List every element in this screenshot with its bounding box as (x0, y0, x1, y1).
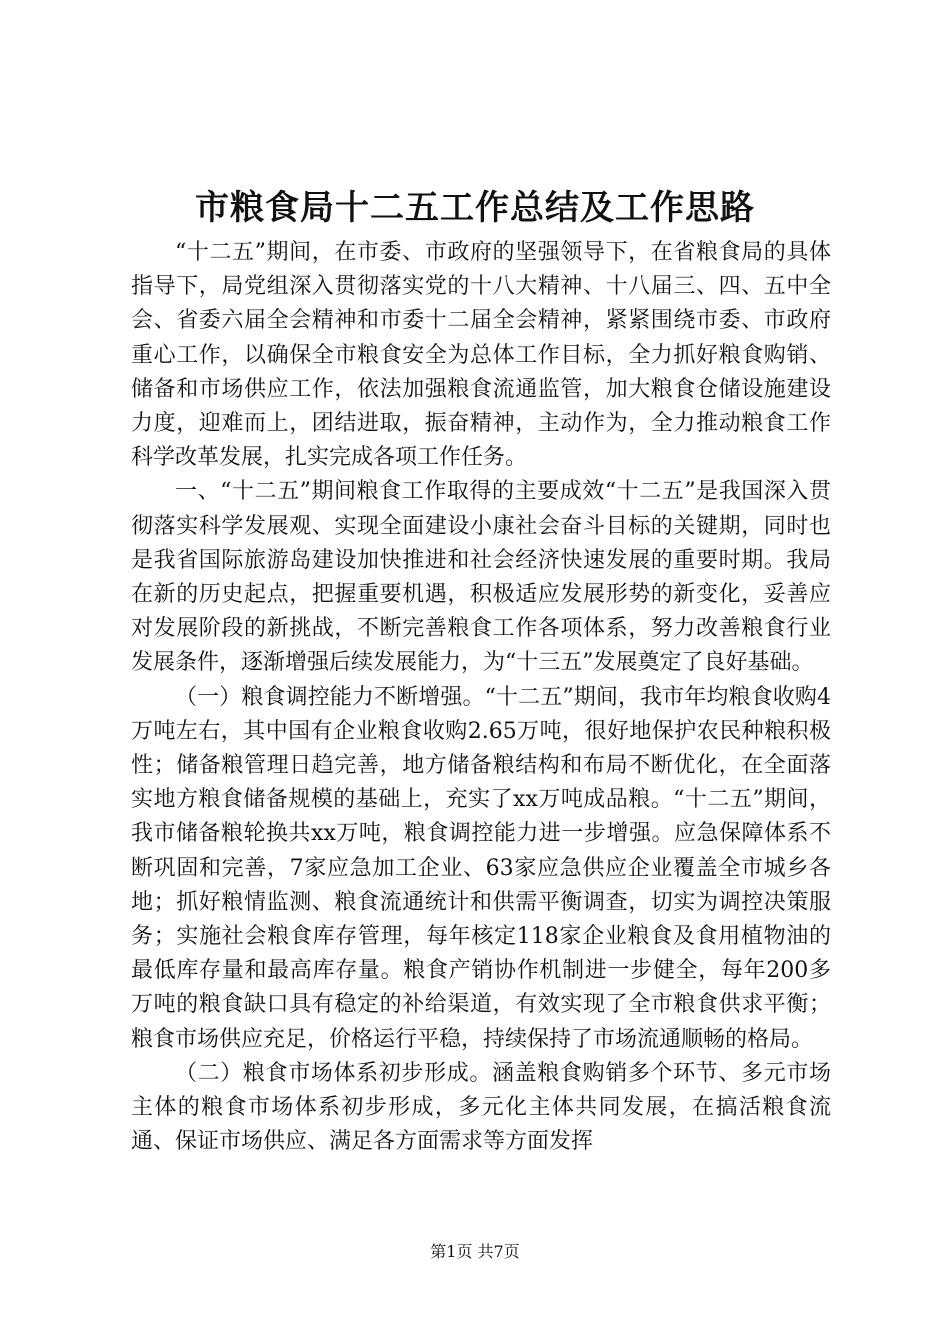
document-title: 市粮食局十二五工作总结及工作思路 (195, 188, 755, 228)
paragraph-intro: “十二五”期间，在市委、市政府的坚强领导下，在省粮食局的具体指导下，局党组深入贯彻落实党的十八大精神、十八届三、四、五中全会、省委六届全会精神和市委十二届全会精神，紧紧围绕市委、市政府重心工作，以确保全市粮食安全为总体工作目标，全力抓好粮食购销、储备和市场供应工作，依法加强粮食流通监管，加大粮食仓储设施建设力度，迎难而上，团结进取，振奋精神，主动作为，全力推动粮食工作科学改革发展，扎实完成各项工作任务。 (131, 240, 831, 471)
paragraph-grain-regulation: （一）粮食调控能力不断增强。“十二五”期间，我市年均粮食收购4万吨左右，其中国有企业粮食收购2.65万吨，很好地保护农民种粮积极性；储备粮管理日趋完善，地方储备粮结构和布局不断优化，在全面落实地方粮食储备规模的基础上，充实了xx万吨成品粮。“十二五”期间，我市储备粮轮换共xx万吨，粮食调控能力进一步增强。应急保障体系不断巩固和完善，7家应急加工企业、63家应急供应企业覆盖全市城乡各地；抓好粮情监测、粮食流通统计和供需平衡调查，切实为调控决策服务；实施社会粮食库存管理，每年核定118家企业粮食及食用植物油的最低库存量和最高库存量。粮食产销协作机制进一步健全，每年200多万吨的粮食缺口具有稳定的补给渠道，有效实现了全市粮食供求平衡；粮食市场供应充足，价格运行平稳，持续保持了市场流通顺畅的格局。 (131, 684, 831, 1052)
document-body (131, 236, 831, 1159)
page-indicator: 第1页 共7页 (430, 1242, 520, 1261)
paragraph-section-one: 一、“十二五”期间粮食工作取得的主要成效“十二五”是我国深入贯彻落实科学发展观、实现全面建设小康社会奋斗目标的关键期，同时也是我省国际旅游岛建设加快推进和社会经济快速发展的重要时期。我局在新的历史起点，把握重要机遇，积极适应发展形势的新变化，妥善应对发展阶段的新挑战，不断完善粮食工作各项体系，努力改善粮食行业发展条件，逐渐增强后续发展能力，为“十三五”发展奠定了良好基础。 (131, 479, 831, 676)
paragraph-grain-market: （二）粮食市场体系初步形成。涵盖粮食购销多个环节、多元市场主体的粮食市场体系初步形成，多元化主体共同发展，在搞活粮食流通、保证市场供应、满足各方面需求等方面发挥 (131, 1060, 831, 1155)
